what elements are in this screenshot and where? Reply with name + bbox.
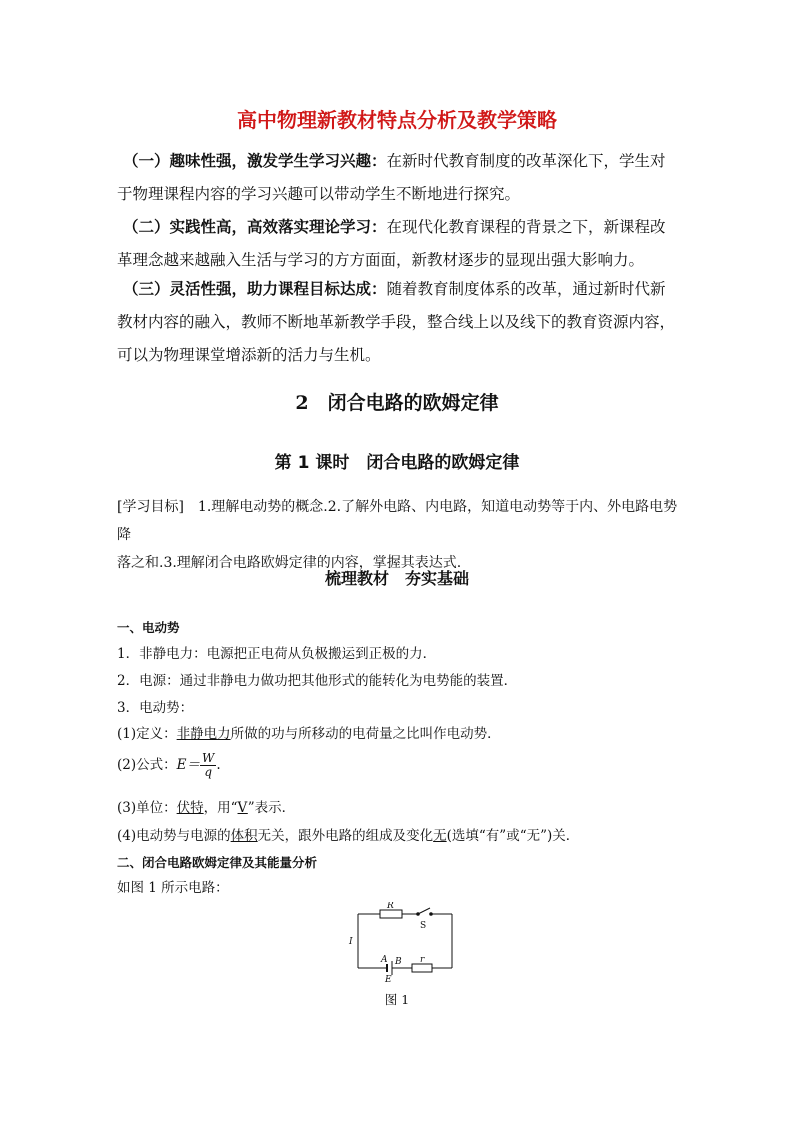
text: ”表示． xyxy=(247,800,296,816)
text: . xyxy=(216,757,221,773)
switch-S xyxy=(418,908,430,914)
feature-lead: （一）趣味性强，激发学生学习兴趣： xyxy=(123,151,387,170)
page-title: 高中物理新教材特点分析及教学策略 xyxy=(237,108,557,132)
underlined-answer: 无 xyxy=(433,828,447,844)
text: (3)单位： xyxy=(117,800,177,816)
feature-text: 在现代化教育课程的背景之下，新课程改 xyxy=(386,218,666,236)
section-title: 梳理教材 夯实基础 xyxy=(324,569,469,588)
text: ，用“ xyxy=(203,800,238,816)
goals-line: [学习目标] 1.理解电动势的概念.2.了解外电路、内电路，知道电动势等于内、外电路电势降 xyxy=(117,499,678,543)
feature-paragraph-2 xyxy=(117,210,682,277)
chapter-title: 2 闭合电路的欧姆定律 xyxy=(295,392,499,414)
label-B: B xyxy=(395,957,402,967)
learning-goals xyxy=(117,493,682,577)
feature-text: 在新时代教育制度的改革深化下，学生对 xyxy=(386,152,666,170)
feature-lead: （三）灵活性强，助力课程目标达成： xyxy=(123,279,387,298)
figure-intro: 如图 1 所示电路： xyxy=(117,880,229,896)
fraction xyxy=(200,752,216,779)
feature-text: 教材内容的融入，教师不断地革新教学手段，整合线上以及线下的教育资源内容， xyxy=(117,313,676,331)
emf-formula xyxy=(117,752,221,779)
underlined-answer: V xyxy=(237,800,248,816)
circuit-diagram xyxy=(340,902,460,984)
resistor-R xyxy=(380,910,402,918)
label-S: S xyxy=(420,921,427,931)
text: (2)公式： xyxy=(117,757,177,773)
goals-line: 落之和.3.理解闭合电路欧姆定律的内容，掌握其表达式. xyxy=(117,555,462,571)
feature-text: 于物理课程内容的学习兴趣可以带动学生不断地进行探究。 xyxy=(117,185,521,203)
figure-caption: 图 1 xyxy=(384,992,410,1007)
label-A: A xyxy=(381,955,388,965)
feature-paragraph-1 xyxy=(117,144,682,211)
underlined-answer: 伏特 xyxy=(176,800,204,816)
resistor-r xyxy=(412,964,432,972)
feature-paragraph-3 xyxy=(117,272,682,372)
item-power-source: 2．电源：通过非静电力做功把其他形式的能转化为电势能的装置． xyxy=(117,673,518,689)
label-r: r xyxy=(420,955,425,965)
item-emf: 3．电动势： xyxy=(117,700,194,716)
item-nonelectrostatic-force: 1．非静电力：电源把正电荷从负极搬运到正极的力． xyxy=(117,646,437,662)
lesson-title: 第 1 课时 闭合电路的欧姆定律 xyxy=(274,453,520,473)
label-I: I xyxy=(349,937,353,947)
denominator: q xyxy=(204,765,212,779)
feature-text: 随着教育制度体系的改革，通过新时代新 xyxy=(386,280,666,298)
formula-lhs: E＝ xyxy=(176,757,200,773)
text: 所做的功与所移动的电荷量之比叫作电动势． xyxy=(230,726,501,742)
underlined-answer: 体积 xyxy=(230,828,258,844)
label-E: E xyxy=(385,975,392,984)
feature-text: 革理念越来越融入生活与学习的方方面面，新教材逐步的显现出强大影响力。 xyxy=(117,251,645,269)
text: (选填“有”或“无”)关． xyxy=(446,828,580,844)
underlined-answer: 非静电力 xyxy=(176,726,231,742)
emf-unit xyxy=(117,798,295,818)
part2-heading: 二、闭合电路欧姆定律及其能量分析 xyxy=(117,855,318,870)
feature-text: 可以为物理课堂增添新的活力与生机。 xyxy=(117,346,381,364)
text: (1)定义： xyxy=(117,726,177,742)
text: 无关，跟外电路的组成及变化 xyxy=(257,828,434,844)
emf-relation xyxy=(117,826,579,846)
label-R: R xyxy=(387,902,394,911)
feature-lead: （二）实践性高，高效落实理论学习： xyxy=(123,217,387,236)
numerator: W xyxy=(201,751,215,765)
part1-heading: 一、电动势 xyxy=(117,620,180,635)
emf-definition xyxy=(117,724,501,744)
text: (4)电动势与电源的 xyxy=(117,828,231,844)
